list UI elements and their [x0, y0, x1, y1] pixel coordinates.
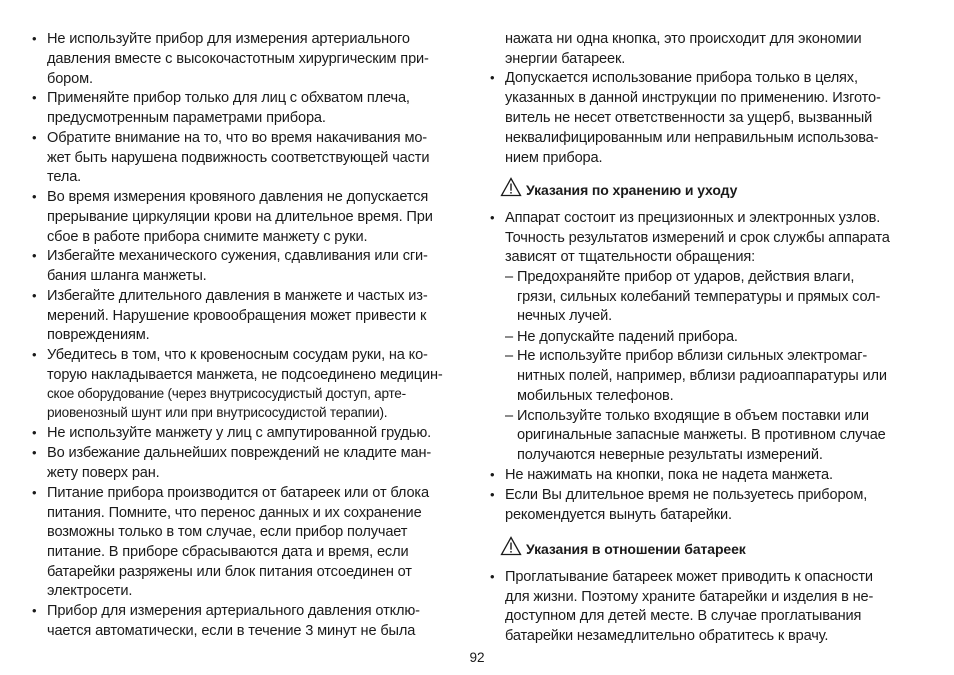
text-line: батарейки разряжены или блок питания отсоединен от	[47, 564, 412, 580]
text-line: сбое в работе прибора снимите манжету с руки.	[47, 229, 368, 245]
text-line: тела.	[47, 169, 82, 185]
text-line: чается автоматически, если в течение 3 минут не была	[47, 623, 416, 639]
text-line: возможны только в том случае, если прибор получает	[47, 524, 408, 540]
bullet-marker: •	[32, 288, 37, 303]
text-line: Во время измерения кровяного давления не допускается	[47, 189, 429, 205]
bullet-marker: •	[32, 130, 37, 145]
page-number: 92	[469, 650, 485, 665]
dash-marker: –	[505, 348, 514, 364]
bullet-marker: •	[32, 248, 37, 263]
text-line: нечных лучей.	[517, 308, 612, 324]
dash-marker: –	[505, 408, 514, 424]
storage-heading: Указания по хранению и уходу	[526, 182, 738, 198]
text-line: Допускается использование прибора только в целях,	[505, 70, 858, 86]
text-line: неквалифицированным или неправильным использова-	[505, 130, 879, 146]
text-line: бором.	[47, 71, 93, 87]
bullet-marker: •	[32, 90, 37, 105]
text-line: Питание прибора производится от батареек или от блока	[47, 485, 429, 501]
text-line: электросети.	[47, 583, 133, 599]
text-line: нажата ни одна кнопка, это происходит для экономии	[505, 31, 862, 47]
text-line: давления вместе с высокочастотным хирургическим при-	[47, 51, 429, 67]
bullet-marker: •	[490, 569, 495, 584]
text-line: Применяйте прибор только для лиц с обхватом плеча,	[47, 90, 410, 106]
text-line: Предохраняйте прибор от ударов, действия влаги,	[517, 269, 855, 285]
text-line: Во избежание дальнейших повреждений не кладите ман-	[47, 445, 432, 461]
text-line: бания шланга манжеты.	[47, 268, 207, 284]
text-line: Избегайте длительного давления в манжете и частых из-	[47, 288, 428, 304]
dash-marker: –	[505, 269, 514, 285]
dash-marker: –	[505, 329, 514, 345]
text-line: повреждениям.	[47, 327, 150, 343]
battery-heading: Указания в отношении батареек	[526, 541, 746, 557]
text-line: рекомендуется вынуть батарейки.	[505, 507, 732, 523]
text-line: для жизни. Поэтому храните батарейки и изделия в не-	[505, 589, 874, 605]
text-line: ское оборудование (через внутрисосудистый доступ, арте-	[47, 386, 406, 401]
bullet-marker: •	[32, 603, 37, 618]
text-line: жету поверх ран.	[47, 465, 160, 481]
text-line: Проглатывание батареек может приводить к опасности	[505, 569, 873, 585]
text-line: Не допускайте падений прибора.	[517, 329, 738, 345]
text-line: витель не несет ответственности за ущерб, вызванный	[505, 110, 873, 126]
text-line: жет быть нарушена подвижность соответствующей части	[47, 150, 430, 166]
text-line: Аппарат состоит из прецизионных и электронных узлов.	[505, 210, 881, 226]
text-line: Обратите внимание на то, что во время накачивания мо-	[47, 130, 428, 146]
text-line: предусмотренным параметрами прибора.	[47, 110, 326, 126]
bullet-marker: •	[490, 487, 495, 502]
bullet-marker: •	[490, 70, 495, 85]
text-line: зависят от тщательности обращения:	[505, 249, 756, 265]
text-line: питание. В приборе сбрасываются дата и время, если	[47, 544, 409, 560]
text-line: мобильных телефонов.	[517, 388, 674, 404]
bullet-marker: •	[32, 425, 37, 440]
text-line: Не используйте прибор вблизи сильных электромаг-	[517, 348, 868, 364]
bullet-marker: •	[490, 210, 495, 225]
text-line: риовенозный шунт или при внутрисосудистой терапии).	[47, 405, 388, 420]
text-line: Прибор для измерения артериального давления отклю-	[47, 603, 420, 619]
text-line: получаются неверные результаты измерений.	[517, 447, 823, 463]
bullet-marker: •	[32, 485, 37, 500]
text-line: Не нажимать на кнопки, пока не надета манжета.	[505, 467, 833, 483]
text-line: Избегайте механического сужения, сдавливания или сги-	[47, 248, 428, 264]
text-line: указанных в данной инструкции по применению. Изгото-	[505, 90, 881, 106]
text-line: доступном для детей месте. В случае проглатывания	[505, 608, 862, 624]
warning-triangle-icon	[500, 536, 522, 556]
text-line: мерений. Нарушение кровообращения может привести к	[47, 308, 427, 324]
bullet-marker: •	[32, 189, 37, 204]
text-line: Используйте только входящие в объем поставки или	[517, 408, 869, 424]
text-line: нитных полей, например, вблизи радиоаппаратуры или	[517, 368, 887, 384]
text-line: Не используйте прибор для измерения артериального	[47, 31, 410, 47]
text-line: торую накладывается манжета, не подсоединено медицин-	[47, 367, 443, 383]
text-line: энергии батареек.	[505, 51, 626, 67]
bullet-marker: •	[490, 467, 495, 482]
text-line: Если Вы длительное время не пользуетесь прибором,	[505, 487, 868, 503]
bullet-marker: •	[32, 445, 37, 460]
bullet-marker: •	[32, 347, 37, 362]
text-line: Не используйте манжету у лиц с ампутированной грудью.	[47, 425, 432, 441]
text-line: Убедитесь в том, что к кровеносным сосудам руки, на ко-	[47, 347, 428, 363]
text-line: грязи, сильных колебаний температуры и прямых сол-	[517, 289, 881, 305]
text-line: батарейки незамедлительно обратитесь к врачу.	[505, 628, 829, 644]
warning-triangle-icon	[500, 177, 522, 197]
text-line: нием прибора.	[505, 150, 603, 166]
text-line: прерывание циркуляции крови на длительное время. При	[47, 209, 433, 225]
text-line: оригинальные запасные манжеты. В противном случае	[517, 427, 886, 443]
bullet-marker: •	[32, 31, 37, 46]
text-line: Точность результатов измерений и срок службы аппарата	[505, 230, 890, 246]
text-line: питания. Помните, что перенос данных и их сохранение	[47, 505, 422, 521]
